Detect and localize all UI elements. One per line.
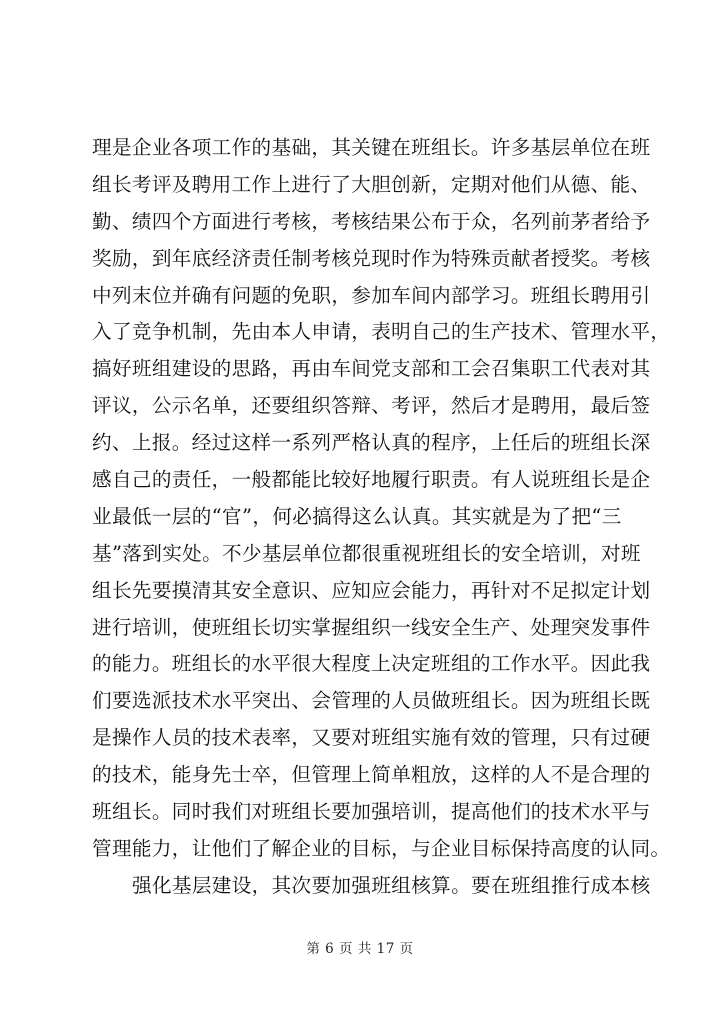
text-line: 评议，公示名单，还要组织答辩、考评，然后才是聘用，最后签 <box>92 394 651 418</box>
page-footer: 第 6 页 共 17 页 <box>306 941 414 957</box>
text-line: 搞好班组建设的思路，再由车间党支部和工会召集职工代表对其 <box>92 357 651 381</box>
text-line: 业最低一层的“官”，何必搞得这么认真。其实就是为了把“三 <box>92 504 622 528</box>
text-line: 约、上报。经过这样一系列严格认真的程序，上任后的班组长深 <box>92 431 651 455</box>
text-line: 感自己的责任，一般都能比较好地履行职责。有人说班组长是企 <box>92 468 651 492</box>
text-line: 勤、绩四个方面进行考核，考核结果公布于众，名列前茅者给予 <box>92 209 651 233</box>
body-text <box>92 130 671 905</box>
text-line: 班组长。同时我们对班组长要加强培训，提高他们的技术水平与 <box>92 800 651 824</box>
paragraph-start-line: 强化基层建设，其次要加强班组核算。要在班组推行成本核 <box>132 873 651 897</box>
text-line: 基”落到实处。不少基层单位都很重视班组长的安全培训，对班 <box>92 541 641 565</box>
text-line: 理是企业各项工作的基础，其关键在班组长。许多基层单位在班 <box>92 136 651 159</box>
text-line: 是操作人员的技术表率，又要对班组实施有效的管理，只有过硬 <box>92 726 651 750</box>
text-line: 的能力。班组长的水平很大程度上决定班组的工作水平。因此我 <box>92 652 651 676</box>
text-line: 们要选派技术水平突出、会管理的人员做班组长。因为班组长既 <box>92 689 651 713</box>
text-line: 中列末位并确有问题的免职，参加车间内部学习。班组长聘用引 <box>92 283 651 307</box>
text-line: 入了竞争机制，先由本人申请，表明自己的生产技术、管理水平， <box>92 320 671 344</box>
text-line: 组长考评及聘用工作上进行了大胆创新，定期对他们从德、能、 <box>92 172 651 196</box>
text-line: 管理能力，让他们了解企业的目标，与企业目标保持高度的认同。 <box>92 836 671 860</box>
text-line: 的技术，能身先士卒，但管理上简单粗放，这样的人不是合理的 <box>92 763 651 787</box>
text-line: 奖励，到年底经济责任制考核兑现时作为特殊贡献者授奖。考核 <box>92 246 651 270</box>
text-line: 组长先要摸清其安全意识、应知应会能力，再针对不足拟定计划 <box>92 578 651 602</box>
text-line: 进行培训，使班组长切实掌握组织一线安全生产、处理突发事件 <box>92 615 651 639</box>
